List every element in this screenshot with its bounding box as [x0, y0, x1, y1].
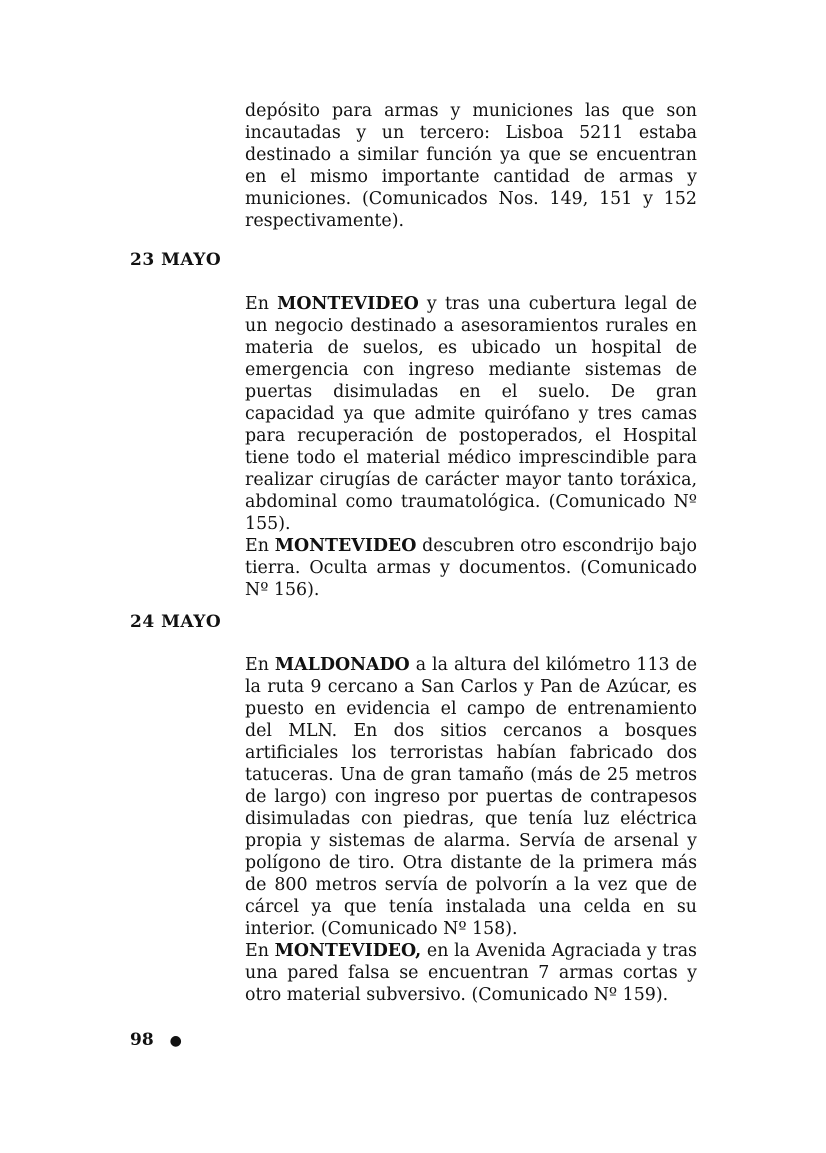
paragraph-text: y tras una cubertura legal de un negocio destinado a asesoramientos rurales en materia de suelos, es ubicado un hospital de emergencia con ingreso mediante sistemas de puertas disimuladas en el suelo. De gran capacidad ya que admite quirófano y tres camas para recuperación de postoperados, el Hospital tiene todo el material médico imprescindible para realizar cirugías de carácter mayor tanto toráxica, abdominal como traumatológica. (Comunicado Nº 155).	[245, 294, 697, 534]
paragraph-text: en la Avenida Agraciada y tras una pared falsa se encuentran 7 armas cortas y otro material subversivo. (Comunicado Nº 159).	[245, 941, 697, 1005]
place-name: MONTEVIDEO	[277, 294, 419, 314]
paragraph-text: a la altura del kilómetro 113 de la ruta 9 cercano a San Carlos y Pan de Azúcar, es puesto en evidencia el campo de entrenamiento del MLN. En dos sitios cercanos a bosques artificiales los terroristas habían fabricado dos tatuceras. Una de gran tamaño (más de 25 metros de largo) con ingreso por puertas de contrapesos disimuladas con piedras, que tenía luz eléctrica propia y sistemas de alarma. Servía de arsenal y polígono de tiro. Otra distante de la primera más de 800 metros servía de polvorín a la vez que de cárcel ya que tenía instalada una celda en su interior. (Comunicado Nº 158).	[245, 655, 697, 939]
place-name: MONTEVIDEO	[274, 536, 417, 556]
place-name: MONTEVIDEO,	[274, 941, 422, 961]
entry-24-mayo-paragraph-1: En MALDONADO a la altura del kilómetro 113 de la ruta 9 cercano a San Carlos y Pan de Azúcar, es puesto en evidencia el campo de entrenamiento del MLN. En dos sitios cercanos a bosques artificiales los terroristas habían fabricado dos tatuceras. Una de gran tamaño (más de 25 metros de largo) con ingreso por puertas de contrapesos disimuladas con piedras, que tenía luz eléctrica propia y sistemas de alarma. Servía de arsenal y polígono de tiro. Otra distante de la primera más de 800 metros servía de polvorín a la vez que de cárcel ya que tenía instalada una celda en su interior. (Comunicado Nº 158). En MONTEVIDEO, en la Avenida Agraciada y tras una pared falsa se encuentran 7 armas cortas y otro material subversivo. (Comunicado Nº 159).	[245, 655, 697, 1005]
page-footer	[130, 1030, 182, 1050]
paragraph-text: descubren otro escondrijo bajo tierra. Oculta armas y documentos. (Comunicado Nº 156).	[245, 536, 697, 600]
bullet-icon: ●	[169, 1033, 182, 1049]
page-number: 98	[130, 1030, 154, 1050]
entry-23-mayo-paragraph-1: En MONTEVIDEO y tras una cubertura legal de un negocio destinado a asesoramientos rurales en materia de suelos, es ubicado un hospital de emergencia con ingreso mediante sistemas de puertas disimuladas en el suelo. De gran capacidad ya que admite quirófano y tres camas para recuperación de postoperados, el Hospital tiene todo el material médico imprescindible para realizar cirugías de carácter mayor tanto toráxica, abdominal como traumatológica. (Comunicado Nº 155). En MONTEVIDEO descubren otro escondrijo bajo tierra. Oculta armas y documentos. (Comunicado Nº 156).	[245, 294, 697, 600]
intro-paragraph: depósito para armas y municiones las que son incautadas y un tercero: Lisboa 5211 estaba destinado a similar función ya que se encuentran en el mismo importante cantidad de armas y municiones. (Comunicados Nos. 149, 151 y 152 respectivamente).	[245, 101, 697, 231]
place-name: MALDONADO	[274, 655, 410, 675]
date-heading-23-mayo: 23 MAYO	[130, 250, 222, 270]
date-heading-24-mayo: 24 MAYO	[130, 612, 222, 632]
